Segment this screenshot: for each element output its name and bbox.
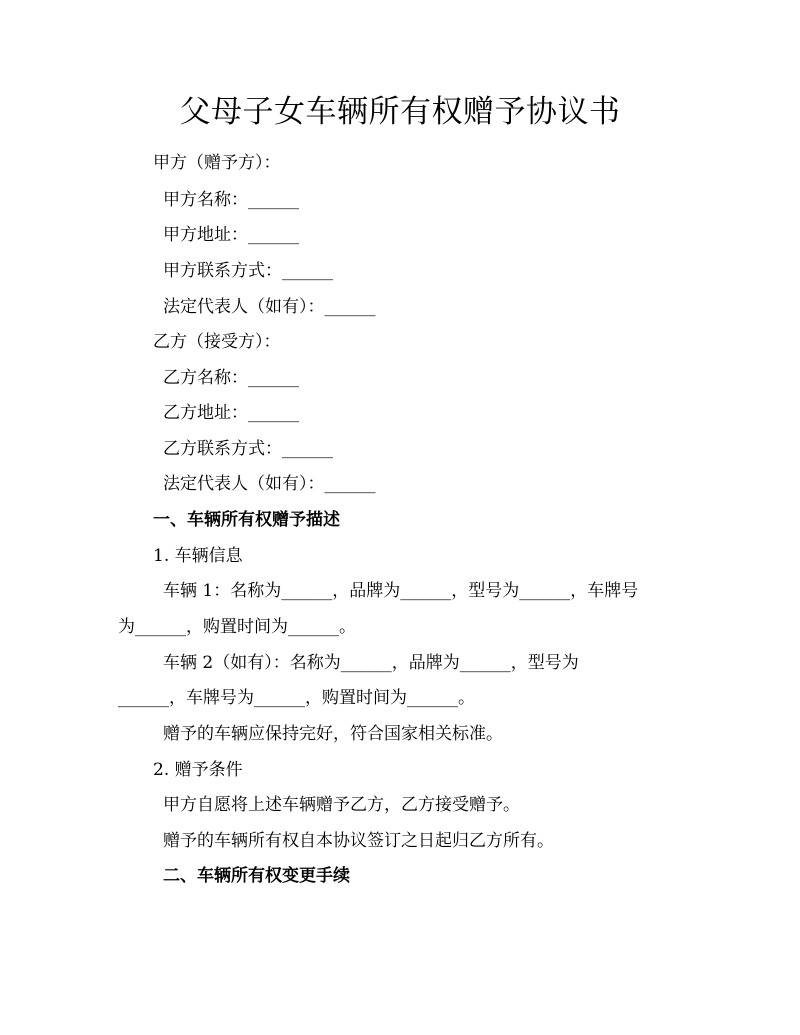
- party-b-name: 乙方名称：______: [163, 368, 299, 388]
- party-b-address: 乙方地址：______: [163, 403, 299, 423]
- section1-sub1-heading: 1. 车辆信息: [153, 546, 243, 566]
- section2-heading: 二、车辆所有权变更手续: [163, 866, 350, 886]
- party-a-address: 甲方地址：______: [163, 225, 299, 245]
- section1-sub2-heading: 2. 赠予条件: [153, 760, 243, 780]
- party-b-contact: 乙方联系方式：______: [163, 439, 333, 459]
- party-a-heading: 甲方（赠予方）：: [153, 153, 281, 173]
- party-a-contact: 甲方联系方式：______: [163, 261, 333, 281]
- document-title: 父母子女车辆所有权赠予协议书: [179, 94, 621, 130]
- vehicle2-line1: 车辆 2（如有）：名称为______，品牌为______，型号为: [163, 653, 579, 673]
- party-b-heading: 乙方（接受方）：: [153, 332, 281, 352]
- vehicle1-line2: 为______，购置时间为______。: [118, 617, 356, 637]
- party-b-legal-rep: 法定代表人（如有）：______: [163, 474, 376, 494]
- party-a-name: 甲方名称：______: [163, 190, 299, 210]
- gift-condition-line2: 赠予的车辆所有权自本协议签订之日起归乙方所有。: [163, 831, 554, 851]
- party-a-legal-rep: 法定代表人（如有）：______: [163, 297, 376, 317]
- vehicle1-line1: 车辆 1：名称为______，品牌为______，型号为______，车牌号: [163, 581, 639, 601]
- gift-condition-line1: 甲方自愿将上述车辆赠予乙方，乙方接受赠予。: [163, 795, 520, 815]
- vehicle-condition: 赠予的车辆应保持完好，符合国家相关标准。: [163, 724, 503, 744]
- section1-heading: 一、车辆所有权赠予描述: [153, 510, 340, 530]
- vehicle2-line2: ______，车牌号为______，购置时间为______。: [118, 688, 475, 708]
